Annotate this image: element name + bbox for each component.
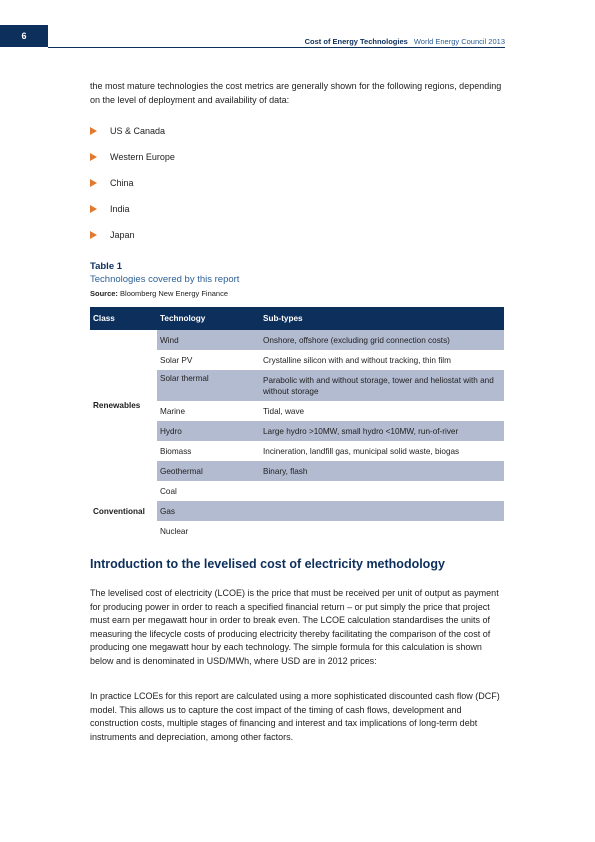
subtypes-cell: Onshore, offshore (excluding grid connection costs) [260, 330, 504, 350]
subtypes-cell: Large hydro >10MW, small hydro <10MW, run-of-river [260, 421, 504, 441]
subtypes-cell: Binary, flash [260, 461, 504, 481]
list-item: India [90, 196, 175, 222]
class-cell: Renewables [93, 401, 141, 410]
bullet-arrow-icon [90, 127, 97, 135]
table-header-row [90, 307, 504, 330]
technology-cell: Biomass [160, 446, 192, 456]
list-item: US & Canada [90, 118, 175, 144]
column-header: Technology [157, 307, 260, 330]
page-number: 6 [0, 25, 48, 47]
subtypes-cell: Incineration, landfill gas, municipal solid waste, biogas [263, 446, 460, 456]
publisher: World Energy Council 2013 [413, 37, 505, 46]
section-heading: Introduction to the levelised cost of electricity methodology [90, 557, 445, 571]
subtypes-cell: Tidal, wave [263, 406, 305, 416]
technology-cell: Nuclear [160, 526, 189, 536]
table-title: Technologies covered by this report [90, 274, 240, 285]
technology-cell: Marine [160, 406, 186, 416]
subtypes-cell [260, 481, 504, 501]
intro-paragraph: the most mature technologies the cost metrics are generally shown for the following regions, depending on the level of deployment and availability of data: [90, 81, 502, 105]
body-paragraph: In practice LCOEs for this report are calculated using a more sophisticated discounted cash flow (DCF) model. This allows us to capture the cost impact of the timing of cash flows, development and construction costs, multiple stages of financing and interest and tax implications of long-term debt instruments and depreciation, among other factors. [90, 691, 500, 742]
technology-cell: Coal [160, 486, 177, 496]
class-cell: Conventional [93, 506, 145, 516]
technology-cell: Wind [157, 330, 260, 350]
technology-cell: Geothermal [157, 461, 260, 481]
column-header: Sub-types [260, 307, 504, 330]
subtypes-cell: Parabolic with and without storage, tower and heliostat with and without storage [260, 370, 504, 401]
table-label: Table 1 [90, 261, 123, 272]
list-item: Western Europe [90, 144, 175, 170]
bullet-arrow-icon [90, 231, 97, 239]
header-rule [48, 47, 505, 48]
table-row [90, 330, 504, 350]
subtypes-cell [260, 521, 504, 541]
list-item: China [90, 170, 175, 196]
body-paragraph: The levelised cost of electricity (LCOE) is the price that must be received per unit of output as payment for producing power in order to reach a specified financial return – or put simply the price that project must earn per megawatt hour in order to break even. The LCOE calculation standardises the units of measuring the lifecycle costs of producing electricity thereby facilitating the comparison of the cost of producing one megawatt hour by each technology. The simple formula for this calculation is shown below and is denominated in USD/MWh, where USD are in 2012 prices: [90, 588, 499, 666]
table-source: Source: Bloomberg New Energy Finance [90, 289, 229, 298]
technology-cell: Hydro [157, 421, 260, 441]
technology-cell: Solar PV [160, 355, 193, 365]
running-header [305, 37, 505, 46]
table-row [90, 481, 504, 501]
bullet-arrow-icon [90, 205, 97, 213]
bullet-arrow-icon [90, 153, 97, 161]
column-header: Class [90, 307, 157, 330]
region-list [90, 118, 175, 248]
technologies-table [90, 307, 504, 541]
subtypes-cell [260, 501, 504, 521]
technology-cell: Solar thermal [157, 370, 260, 401]
bullet-arrow-icon [90, 179, 97, 187]
report-title: Cost of Energy Technologies [304, 37, 408, 46]
technology-cell: Gas [157, 501, 260, 521]
list-item: Japan [90, 222, 175, 248]
subtypes-cell: Crystalline silicon with and without tracking, thin film [263, 355, 451, 365]
